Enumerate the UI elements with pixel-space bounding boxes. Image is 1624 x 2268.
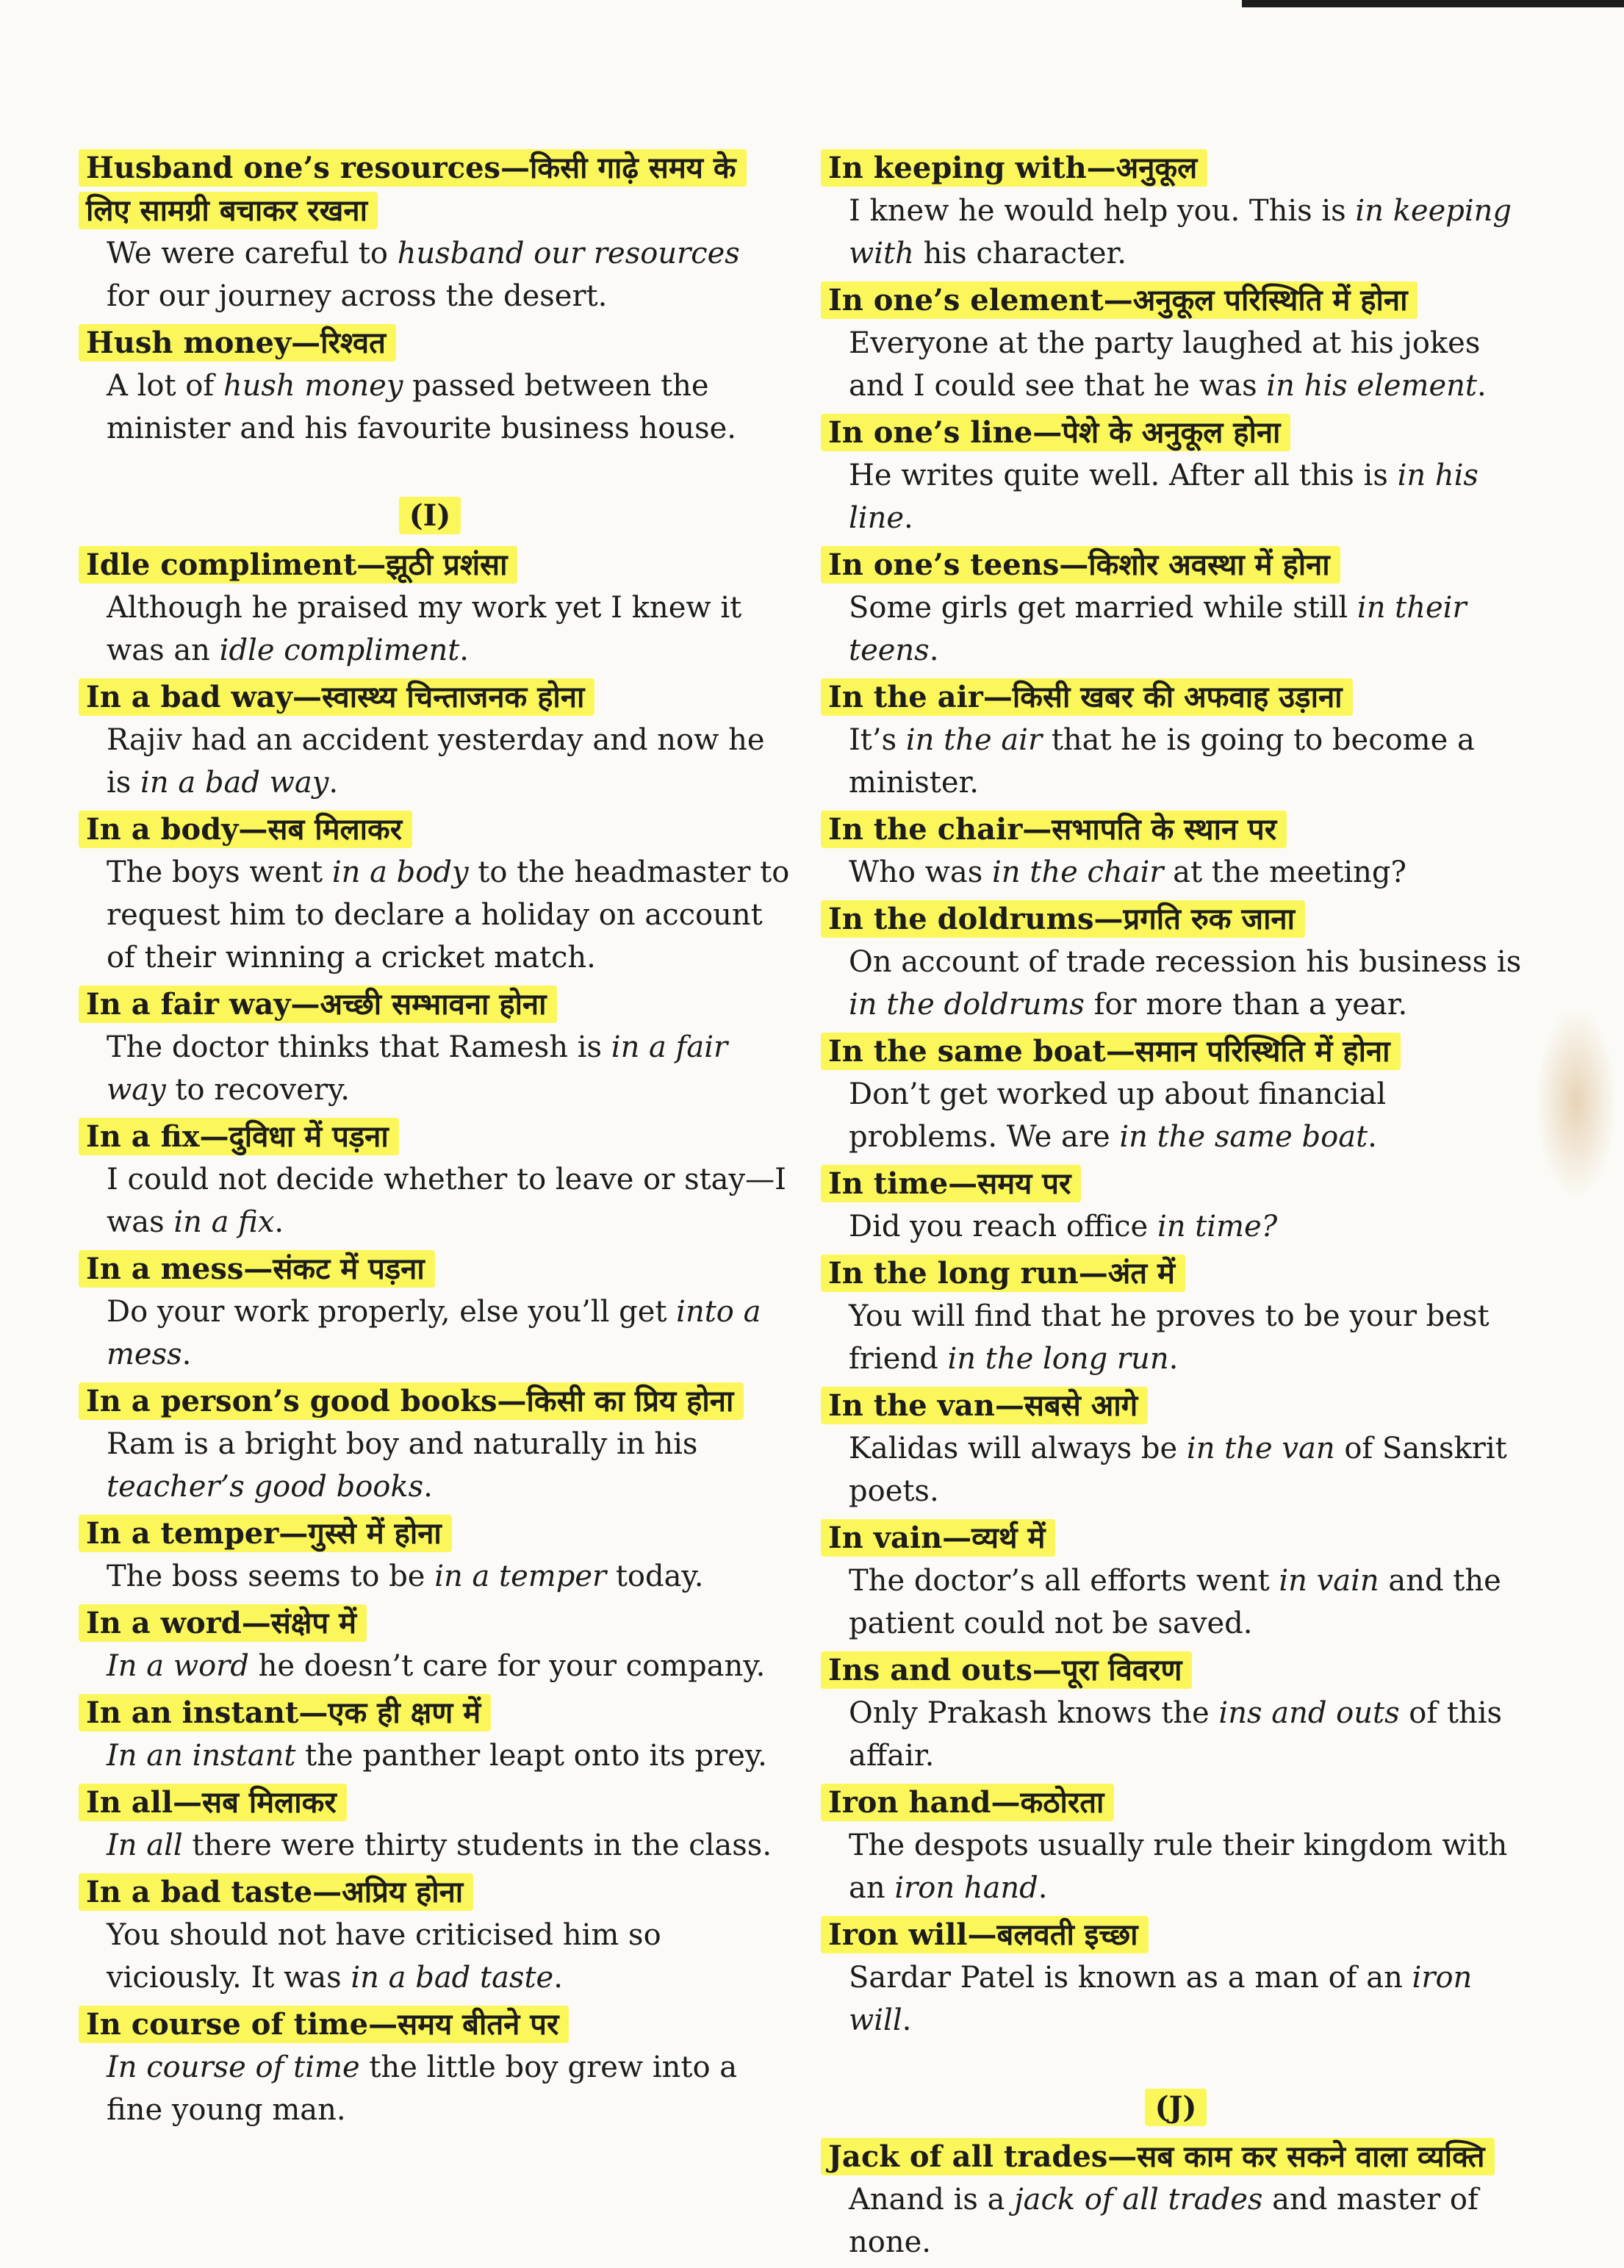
- example-idiom-italic: in a bad way: [140, 766, 329, 800]
- example-text: he doesn’t care for your company.: [248, 1649, 766, 1683]
- example-text: to recovery.: [165, 1073, 350, 1107]
- idiom-example: [812, 2178, 1539, 2264]
- example-text: The boss seems to be: [107, 1560, 435, 1593]
- idiom-entry: [70, 1692, 790, 1777]
- example-text: A lot of: [107, 369, 223, 403]
- idiom-example: [70, 365, 790, 450]
- example-text: The doctor’s all efforts went: [849, 1564, 1279, 1598]
- example-text: .: [1368, 1120, 1377, 1154]
- example-text: there were thirty students in the class.: [182, 1829, 772, 1862]
- idiom-entry: [812, 544, 1539, 672]
- example-idiom-italic: jack of all trades: [1014, 2183, 1263, 2217]
- example-text: of Sanskrit poets.: [849, 1432, 1507, 1508]
- idiom-heading: [812, 1252, 1539, 1295]
- idiom-heading: [70, 1871, 790, 1914]
- example-idiom-italic: in their teens: [849, 591, 1467, 667]
- example-idiom-italic: in the air: [905, 723, 1043, 757]
- example-text: Ram is a bright boy and naturally in his: [107, 1427, 698, 1461]
- idiom-example: [70, 232, 790, 317]
- example-text: The boys went: [107, 855, 332, 889]
- idiom-entry: [70, 676, 790, 804]
- example-idiom-italic: In course of time: [107, 2050, 360, 2084]
- idiom-entry: [812, 279, 1539, 407]
- example-text: .: [904, 501, 913, 535]
- idiom-term: In a temper—गुस्से में होना: [79, 1515, 452, 1552]
- idiom-example: [812, 1073, 1539, 1158]
- idiom-term: In a word—संक्षेप में: [79, 1604, 367, 1642]
- idiom-term: Idle compliment—झूठी प्रशंसा: [79, 546, 517, 584]
- idiom-example: [812, 1205, 1539, 1248]
- idiom-entry: [812, 1252, 1539, 1380]
- page-top-edge-rule: [1242, 0, 1624, 7]
- idiom-heading: [812, 1030, 1539, 1073]
- idiom-heading: [812, 2136, 1539, 2178]
- idiom-example: [812, 941, 1539, 1026]
- example-text: Rajiv had an accident yesterday and now he is: [107, 723, 765, 800]
- idiom-entry: [812, 1914, 1539, 2042]
- idiom-example: [812, 1560, 1539, 1645]
- example-text: Sardar Patel is known as a man of an: [849, 1961, 1412, 1995]
- idiom-heading: [70, 322, 790, 365]
- example-text: Who was: [849, 855, 992, 889]
- example-text: .: [459, 634, 469, 667]
- example-idiom-italic: ins and outs: [1218, 1696, 1400, 1730]
- idiom-term: In a fix—दुविधा में पड़ना: [79, 1118, 399, 1155]
- example-text: .: [274, 1205, 284, 1239]
- idiom-term: In time—समय पर: [821, 1165, 1081, 1202]
- example-text: He writes quite well. After all this is: [849, 459, 1398, 492]
- idiom-heading: [812, 544, 1539, 586]
- idiom-entry: [812, 1649, 1539, 1777]
- idiom-heading: [812, 1163, 1539, 1205]
- example-text: It’s: [849, 723, 906, 757]
- idiom-example: [70, 586, 790, 672]
- example-text: Kalidas will always be: [849, 1432, 1187, 1465]
- idiom-entry: [70, 544, 790, 672]
- idiom-entry: [70, 2003, 790, 2131]
- example-text: You should not have criticised him so viciously. It was: [107, 1918, 661, 1995]
- idiom-term: In course of time—समय बीतने पर: [79, 2006, 569, 2043]
- section-letter: (I): [399, 497, 461, 534]
- example-text: Anand is a: [849, 2183, 1015, 2217]
- idiom-example: [70, 1158, 790, 1244]
- idiom-entry: [812, 1517, 1539, 1645]
- idiom-entry: [70, 808, 790, 979]
- idiom-example: [812, 1692, 1539, 1777]
- idiom-term: In a mess—संकट में पड़ना: [79, 1250, 435, 1288]
- idiom-term: In the chair—सभापति के स्थान पर: [821, 811, 1287, 848]
- idiom-entry: [70, 1512, 790, 1598]
- idiom-heading: [70, 676, 790, 719]
- idiom-entry: [812, 412, 1539, 539]
- example-text: his character.: [913, 237, 1127, 270]
- example-idiom-italic: in a temper: [434, 1560, 607, 1593]
- idiom-entry: [812, 2136, 1539, 2264]
- example-text: Only Prakash knows the: [849, 1696, 1219, 1730]
- idiom-heading: [812, 676, 1539, 719]
- example-text: Do your work properly, else you’ll get: [107, 1295, 677, 1329]
- example-text: Did you reach office: [849, 1210, 1157, 1244]
- example-text: On account of trade recession his business is: [849, 945, 1522, 979]
- idiom-entry: [70, 1602, 790, 1687]
- example-idiom-italic: teacher’s good books: [107, 1470, 424, 1504]
- idiom-heading: [812, 412, 1539, 454]
- example-text: at the meeting?: [1163, 855, 1406, 889]
- idiom-term: Iron hand—कठोरता: [821, 1784, 1114, 1821]
- example-text: that he is going to become a minister.: [849, 723, 1475, 800]
- example-text: .: [1476, 369, 1487, 403]
- example-text: Although he praised my work yet I knew it was an: [107, 591, 742, 667]
- example-idiom-italic: iron hand: [894, 1871, 1038, 1905]
- example-idiom-italic: idle compliment: [219, 634, 460, 667]
- example-text: and the patient could not be saved.: [849, 1564, 1501, 1640]
- idiom-entry: [70, 322, 790, 450]
- example-text: today.: [606, 1560, 704, 1593]
- example-idiom-italic: in the same boat: [1119, 1120, 1368, 1154]
- example-text: You will find that he proves to be your best friend: [849, 1299, 1490, 1376]
- idiom-entry: [70, 1781, 790, 1867]
- idiom-term: In a body—सब मिलाकर: [79, 811, 412, 848]
- example-idiom-italic: in his line: [849, 459, 1479, 535]
- idiom-example: [70, 1026, 790, 1111]
- idiom-term: In one’s element—अनुकूल परिस्थिति में होना: [821, 281, 1418, 319]
- example-idiom-italic: in a fix: [173, 1205, 275, 1239]
- example-idiom-italic: in the van: [1186, 1432, 1335, 1465]
- example-idiom-italic: In a word: [107, 1649, 249, 1683]
- idiom-heading: [70, 983, 790, 1026]
- example-text: .: [553, 1961, 563, 1995]
- idiom-entry: [70, 1380, 790, 1508]
- idiom-example: [70, 1645, 790, 1687]
- idiom-term: In keeping with—अनुकूल: [821, 149, 1207, 187]
- idiom-entry: [812, 676, 1539, 804]
- idiom-heading: [812, 147, 1539, 190]
- idiom-example: [812, 851, 1539, 894]
- idiom-example: [812, 322, 1539, 407]
- example-text: Don’t get worked up about financial problems. We are: [849, 1077, 1387, 1154]
- idiom-term: In a bad way—स्वास्थ्य चिन्ताजनक होना: [79, 678, 594, 716]
- example-text: the panther leapt onto its prey.: [295, 1739, 767, 1773]
- idiom-heading: [812, 1385, 1539, 1427]
- idiom-heading: [70, 1248, 790, 1291]
- example-text: I knew he would help you. This is: [849, 194, 1356, 228]
- example-text: passed between the minister and his favourite business house.: [107, 369, 736, 445]
- idiom-heading: [70, 2003, 790, 2046]
- example-text: for our journey across the desert.: [107, 279, 608, 313]
- idiom-term: In the same boat—समान परिस्थिति में होना: [821, 1033, 1401, 1070]
- idiom-example: [812, 1295, 1539, 1380]
- idiom-entry: [812, 147, 1539, 275]
- example-text: of this affair.: [849, 1696, 1503, 1773]
- example-idiom-italic: husband our resources: [397, 237, 740, 270]
- example-text: .: [182, 1338, 192, 1371]
- example-idiom-italic: hush money: [223, 369, 403, 403]
- idiom-example: [812, 190, 1539, 275]
- idiom-term: In an instant—एक ही क्षण में: [79, 1694, 491, 1731]
- idiom-example: [70, 719, 790, 804]
- example-idiom-italic: in vain: [1279, 1564, 1379, 1598]
- example-text: We were careful to: [107, 237, 398, 270]
- idiom-heading: [70, 1692, 790, 1734]
- idiom-heading: [812, 1781, 1539, 1824]
- idiom-heading: [812, 808, 1539, 851]
- example-text: Everyone at the party laughed at his jokes and I could see that he was: [849, 326, 1481, 403]
- idiom-example: [70, 1824, 790, 1867]
- example-idiom-italic: in the doldrums: [849, 988, 1085, 1022]
- idiom-entry: [812, 808, 1539, 894]
- example-text: and master of none.: [849, 2183, 1479, 2259]
- example-text: Some girls get married while still: [849, 591, 1357, 625]
- example-idiom-italic: in time?: [1157, 1210, 1278, 1244]
- example-idiom-italic: in the long run: [947, 1342, 1169, 1376]
- example-idiom-italic: into a mess: [107, 1295, 761, 1371]
- example-idiom-italic: in a body: [331, 855, 469, 889]
- idiom-entry: [70, 983, 790, 1111]
- idiom-term: In the long run—अंत में: [821, 1255, 1185, 1292]
- idiom-entry: [70, 1248, 790, 1376]
- idiom-heading: [812, 279, 1539, 322]
- example-idiom-italic: in his element: [1266, 369, 1477, 403]
- idiom-heading: [70, 1512, 790, 1555]
- example-idiom-italic: In an instant: [107, 1739, 296, 1773]
- example-text: to the headmaster to request him to declare a holiday on account of their winning a cricket match.: [107, 855, 790, 975]
- example-text: .: [328, 766, 339, 800]
- example-text: The doctor thinks that Ramesh is: [107, 1030, 611, 1064]
- example-text: .: [423, 1470, 433, 1504]
- idiom-example: [812, 1427, 1539, 1512]
- idiom-term: Iron will—बलवती इच्छा: [821, 1916, 1149, 1953]
- idiom-entry: [812, 1781, 1539, 1909]
- idiom-heading: [70, 1116, 790, 1158]
- idiom-heading: [70, 147, 790, 232]
- example-text: for more than a year.: [1084, 988, 1408, 1022]
- idiom-term: Jack of all trades—सब काम कर सकने वाला व्यक्ति: [821, 2138, 1495, 2175]
- idiom-heading: [812, 898, 1539, 941]
- idiom-heading: [812, 1914, 1539, 1956]
- idiom-heading: [70, 1602, 790, 1645]
- idiom-example: [70, 1423, 790, 1508]
- idiom-term: Ins and outs—पूरा विवरण: [821, 1651, 1192, 1689]
- idiom-example: [812, 586, 1539, 672]
- idiom-example: [812, 719, 1539, 804]
- idiom-example: [70, 1734, 790, 1777]
- idiom-term: Husband one’s resources—किसी गाढ़े समय के लिए सामग्री बचाकर रखना: [79, 149, 747, 229]
- example-idiom-italic: in the chair: [992, 855, 1164, 889]
- section-heading: [70, 494, 790, 538]
- left-column: [70, 147, 790, 2136]
- example-idiom-italic: in a fair way: [107, 1030, 728, 1107]
- idiom-term: In all—सब मिलाकर: [79, 1784, 347, 1821]
- idiom-entry: [70, 147, 790, 317]
- idiom-term: In a bad taste—अप्रिय होना: [79, 1873, 473, 1911]
- idiom-example: [70, 1555, 790, 1598]
- example-idiom-italic: In all: [107, 1829, 183, 1862]
- example-text: .: [1038, 1871, 1048, 1905]
- idiom-term: In the doldrums—प्रगति रुक जाना: [821, 900, 1305, 938]
- example-idiom-italic: in a bad taste: [351, 1961, 554, 1995]
- idiom-term: In the van—सबसे आगे: [821, 1387, 1148, 1424]
- idiom-example: [70, 1291, 790, 1376]
- example-idiom-italic: in keeping with: [849, 194, 1512, 270]
- idiom-heading: [812, 1649, 1539, 1692]
- idiom-entry: [812, 1030, 1539, 1158]
- idiom-example: [70, 2046, 790, 2131]
- paper-stain: [1536, 1007, 1617, 1198]
- idiom-heading: [812, 1517, 1539, 1560]
- idiom-term: In the air—किसी खबर की अफवाह उड़ाना: [821, 678, 1353, 716]
- example-text: .: [902, 2003, 912, 2037]
- idiom-example: [812, 1956, 1539, 2042]
- example-text: I could not decide whether to leave or stay—I was: [107, 1163, 786, 1239]
- idiom-term: In one’s teens—किशोर अवस्था में होना: [821, 546, 1340, 584]
- idiom-term: In vain—व्यर्थ में: [821, 1519, 1055, 1557]
- idiom-example: [70, 851, 790, 979]
- idiom-entry: [812, 898, 1539, 1026]
- section-heading: [812, 2086, 1539, 2130]
- idiom-term: In a fair way—अच्छी सम्भावना होना: [79, 986, 557, 1023]
- idiom-entry: [812, 1163, 1539, 1248]
- idiom-entry: [70, 1871, 790, 1999]
- idiom-term: In one’s line—पेशे के अनुकूल होना: [821, 414, 1290, 451]
- section-letter: (J): [1145, 2089, 1207, 2126]
- idiom-example: [70, 1914, 790, 1999]
- example-text: the little boy grew into a fine young man.: [107, 2050, 738, 2127]
- idiom-heading: [70, 808, 790, 851]
- idiom-example: [812, 1824, 1539, 1909]
- example-idiom-italic: iron will: [849, 1961, 1473, 2037]
- idiom-heading: [70, 1781, 790, 1824]
- idiom-example: [812, 454, 1539, 539]
- right-column: [812, 147, 1539, 2268]
- example-text: The despots usually rule their kingdom with an: [849, 1829, 1508, 1905]
- idiom-entry: [812, 1385, 1539, 1512]
- example-text: .: [929, 634, 939, 667]
- idiom-term: Hush money—रिश्वत: [79, 324, 396, 362]
- example-text: .: [1168, 1342, 1179, 1376]
- idiom-heading: [70, 544, 790, 586]
- idiom-heading: [70, 1380, 790, 1423]
- idiom-entry: [70, 1116, 790, 1244]
- idiom-term: In a person’s good books—किसी का प्रिय होना: [79, 1382, 744, 1420]
